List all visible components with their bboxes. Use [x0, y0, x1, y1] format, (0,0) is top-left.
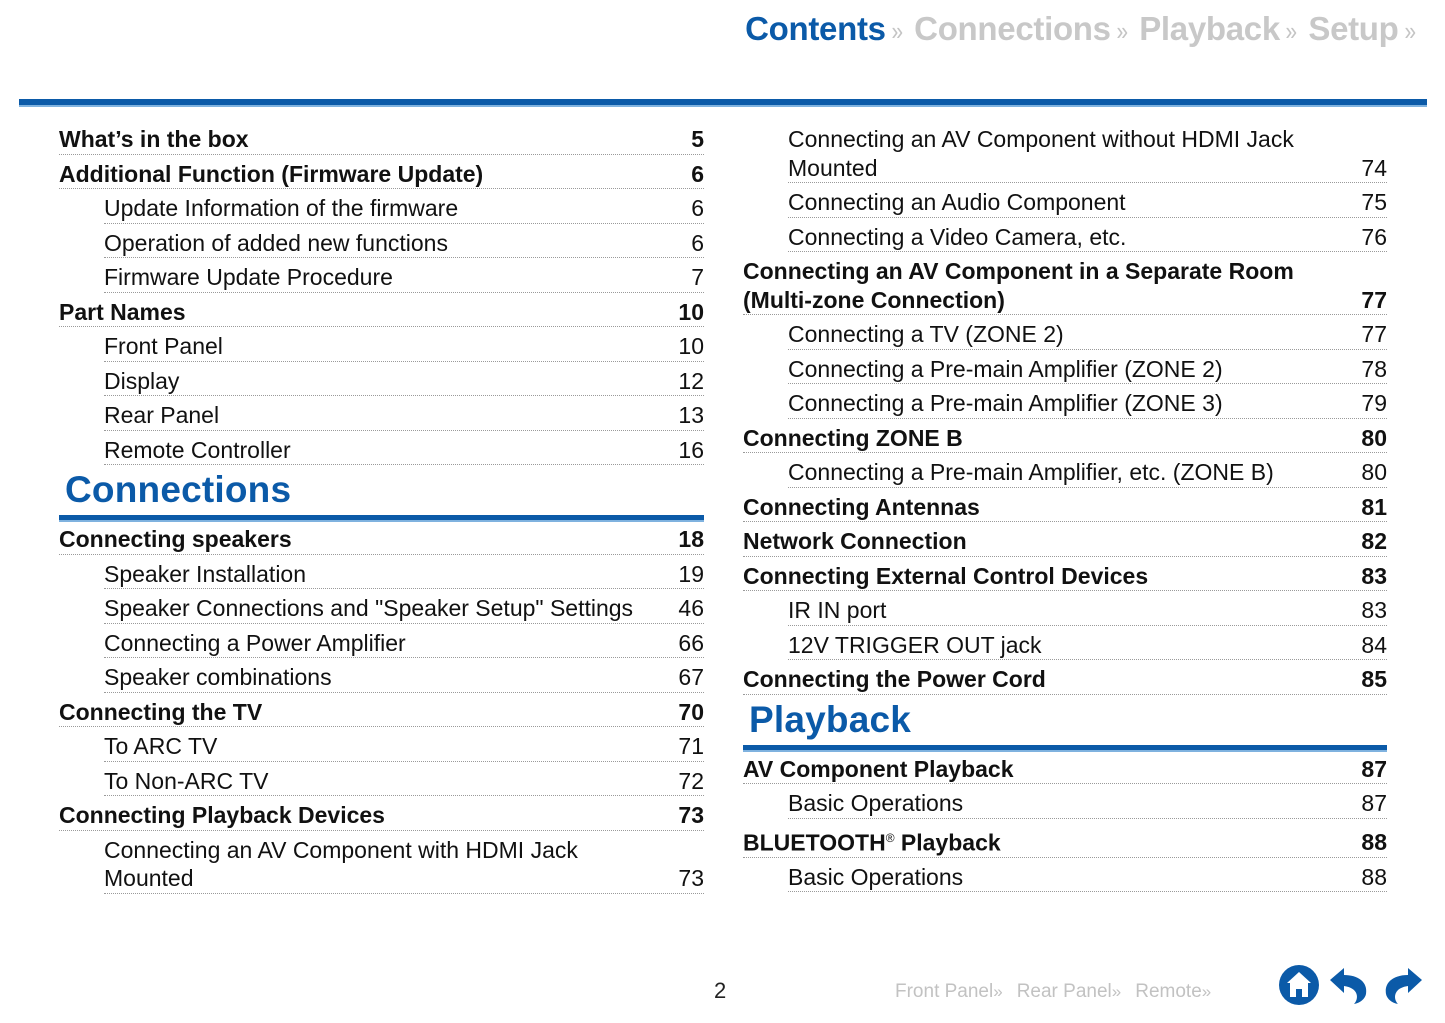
toc-entry[interactable] — [788, 858, 1387, 893]
chevron-right-icon: » — [1116, 16, 1128, 46]
chevron-right-icon: » — [993, 982, 1003, 1001]
home-icon[interactable] — [1278, 964, 1320, 1006]
toc-entry[interactable] — [788, 315, 1387, 350]
toc-entry[interactable] — [743, 750, 1387, 785]
toc-entry-page: 87 — [1361, 755, 1387, 782]
toc-entry[interactable] — [104, 624, 704, 659]
link-label: Front Panel — [895, 981, 994, 1002]
toc-left-column — [59, 120, 704, 894]
toc-entry-page: 6 — [691, 229, 704, 256]
toc-entry-page: 75 — [1361, 189, 1387, 215]
toc-entry-title: To ARC TV — [104, 733, 218, 759]
toc-entry-title: Connecting External Control Devices — [743, 562, 1149, 589]
toc-entry-title: Connecting an AV Component in a Separate Room (Multi-zone Connection) — [743, 258, 1294, 313]
toc-entry-title: Connecting an AV Component with HDMI Jack Mounted — [104, 836, 578, 891]
toc-entry-title: Connecting an Audio Component — [788, 189, 1126, 215]
toc-entry-title: Network Connection — [743, 528, 967, 554]
back-icon[interactable] — [1328, 966, 1372, 1004]
link-front-panel[interactable] — [895, 981, 1003, 1003]
toc-entry-title: Display — [104, 367, 180, 394]
toc-entry[interactable] — [104, 831, 704, 894]
toc-entry-page: 77 — [1361, 286, 1387, 313]
toc-entry[interactable] — [743, 557, 1387, 592]
toc-entry-title: What’s in the box — [59, 126, 249, 152]
toc-entry[interactable] — [104, 658, 704, 693]
link-label: Remote — [1135, 981, 1202, 1002]
toc-entry-title: Connecting a Power Amplifier — [104, 629, 406, 656]
toc-entry[interactable] — [59, 155, 704, 190]
section-title[interactable]: Connections — [65, 469, 292, 510]
toc-entry-page: 76 — [1361, 223, 1387, 250]
toc-entry[interactable] — [104, 327, 704, 362]
toc-entry-page: 88 — [1361, 829, 1387, 856]
toc-entry[interactable] — [788, 453, 1387, 488]
chevron-right-icon: » — [1403, 16, 1416, 46]
section-title[interactable]: Playback — [749, 698, 912, 740]
toc-entry[interactable] — [788, 218, 1387, 253]
toc-entry-page: 5 — [691, 126, 704, 152]
toc-entry-title: Connecting an AV Component without HDMI Jack Mounted — [788, 126, 1294, 181]
toc-entry-title: Speaker combinations — [104, 664, 332, 690]
chevron-right-icon: » — [1201, 982, 1212, 1001]
toc-entry-page: 46 — [678, 595, 704, 621]
forward-icon[interactable] — [1380, 966, 1424, 1004]
toc-entry-title: IR IN port — [788, 597, 887, 623]
toc-entry[interactable] — [743, 252, 1387, 315]
toc-entry-title: 12V TRIGGER OUT jack — [788, 631, 1042, 658]
toc-entry-title: Firmware Update Procedure — [104, 264, 393, 290]
toc-entry-page: 13 — [678, 402, 704, 428]
toc-entry-page: 79 — [1361, 390, 1387, 416]
toc-entry-title: Connecting a Pre-main Amplifier (ZONE 2) — [788, 355, 1223, 382]
footer-nav-icons — [1278, 964, 1424, 1006]
toc-entry-title: Additional Function (Firmware Update) — [59, 160, 484, 187]
toc-entry-page: 6 — [691, 160, 704, 187]
link-rear-panel[interactable] — [1017, 981, 1122, 1003]
header-divider — [19, 99, 1427, 106]
toc-entry-page: 80 — [1361, 424, 1387, 451]
toc-entry-title: Remote Controller — [104, 436, 291, 463]
toc-entry[interactable] — [104, 589, 704, 624]
toc-entry-page: 77 — [1361, 321, 1387, 347]
toc-entry-page: 88 — [1361, 863, 1387, 890]
toc-entry-title: BLUETOOTH® Playback — [743, 829, 1001, 856]
toc-entry-page: 73 — [678, 865, 704, 891]
toc-entry-page: 70 — [678, 698, 704, 725]
toc-entry-page: 16 — [678, 436, 704, 463]
toc-entry[interactable] — [104, 396, 704, 431]
toc-entry-title: Connecting a Pre-main Amplifier, etc. (ZONE B) — [788, 459, 1274, 485]
toc-entry[interactable] — [104, 555, 704, 590]
toc-group — [59, 520, 704, 894]
toc-entry-title: Connecting speakers — [59, 526, 292, 552]
toc-entry-page: 78 — [1361, 355, 1387, 382]
toc-entry[interactable] — [104, 727, 704, 762]
toc-entry-title: Connecting Playback Devices — [59, 802, 385, 828]
toc-entry-page: 82 — [1361, 528, 1387, 554]
toc-entry-title: Connecting a Video Camera, etc. — [788, 223, 1127, 250]
toc-entry-page: 85 — [1361, 666, 1387, 692]
toc-entry-title: Operation of added new functions — [104, 229, 448, 256]
toc-entry-page: 83 — [1361, 597, 1387, 623]
toc-entry-page: 74 — [1361, 154, 1387, 181]
toc-entry-title: Connecting the TV — [59, 698, 263, 725]
toc-entry-page: 10 — [678, 298, 704, 325]
toc-entry-page: 87 — [1361, 790, 1387, 816]
toc-entry-page: 10 — [678, 333, 704, 359]
footer-quick-links — [895, 981, 1225, 1003]
nav-playback[interactable]: Playback — [1139, 10, 1280, 47]
toc-entry[interactable] — [59, 520, 704, 555]
toc-entry[interactable] — [743, 419, 1387, 454]
toc-entry[interactable] — [788, 350, 1387, 385]
toc-entry[interactable] — [104, 189, 704, 224]
toc-entry-title: Speaker Installation — [104, 560, 307, 587]
toc-entry-page: 72 — [678, 767, 704, 794]
toc-entry-title: Basic Operations — [788, 790, 964, 816]
toc-entry[interactable] — [743, 522, 1387, 557]
toc-entry[interactable] — [788, 591, 1387, 626]
toc-entry-page: 6 — [691, 195, 704, 221]
toc-group — [743, 750, 1387, 893]
toc-entry-title: Part Names — [59, 298, 186, 325]
toc-entry-title: Update Information of the firmware — [104, 195, 459, 221]
toc-entry-page: 84 — [1361, 631, 1387, 658]
nav-contents[interactable]: Contents — [745, 10, 886, 47]
toc-group — [59, 120, 704, 465]
toc-entry-page: 7 — [691, 264, 704, 290]
toc-group — [743, 120, 1387, 695]
top-navigation — [745, 10, 1427, 48]
toc-entry[interactable] — [743, 488, 1387, 523]
toc-entry[interactable] — [788, 183, 1387, 218]
toc-entry-title: To Non-ARC TV — [104, 767, 269, 794]
toc-entry[interactable] — [104, 362, 704, 397]
toc-entry-title: Connecting ZONE B — [743, 424, 963, 451]
toc-entry[interactable] — [788, 626, 1387, 661]
toc-entry[interactable] — [104, 762, 704, 797]
toc-entry-title: Connecting a TV (ZONE 2) — [788, 321, 1064, 347]
toc-entry-title: AV Component Playback — [743, 755, 1014, 782]
section-heading-playback — [743, 699, 1387, 750]
toc-entry-page: 67 — [678, 664, 704, 690]
toc-entry[interactable] — [788, 120, 1387, 183]
nav-connections[interactable]: Connections — [914, 10, 1111, 47]
toc-entry[interactable] — [59, 693, 704, 728]
chevron-right-icon: » — [891, 16, 903, 46]
chevron-right-icon: » — [1111, 982, 1122, 1001]
toc-entry-page: 73 — [678, 802, 704, 828]
toc-entry-page: 81 — [1361, 493, 1387, 520]
toc-entry[interactable] — [788, 384, 1387, 419]
toc-entry-title: Basic Operations — [788, 863, 964, 890]
toc-entry-page: 12 — [678, 367, 704, 394]
page-number: 2 — [714, 978, 727, 1003]
toc-entry[interactable] — [104, 224, 704, 259]
toc-entry-title: Front Panel — [104, 333, 223, 359]
toc-entry[interactable] — [104, 258, 704, 293]
toc-entry-title: Connecting the Power Cord — [743, 666, 1046, 692]
nav-setup[interactable]: Setup — [1308, 10, 1399, 47]
toc-entry[interactable] — [59, 796, 704, 831]
toc-entry[interactable] — [743, 819, 1387, 858]
toc-entry[interactable] — [59, 293, 704, 328]
chevron-right-icon: » — [1285, 16, 1297, 46]
toc-entry-page: 66 — [678, 629, 704, 656]
link-remote[interactable] — [1135, 981, 1211, 1003]
section-heading-connections — [59, 469, 704, 520]
toc-entry[interactable] — [59, 120, 704, 155]
toc-entry-title: Rear Panel — [104, 402, 220, 428]
toc-entry-page: 83 — [1361, 562, 1387, 589]
toc-entry[interactable] — [788, 784, 1387, 819]
toc-entry-title: Speaker Connections and "Speaker Setup" Settings — [104, 595, 634, 621]
toc-entry-title: Connecting Antennas — [743, 493, 980, 520]
toc-entry[interactable] — [104, 431, 704, 466]
toc-entry[interactable] — [743, 660, 1387, 695]
toc-right-column — [743, 120, 1387, 892]
toc-entry-page: 18 — [678, 526, 704, 552]
link-label: Rear Panel — [1016, 981, 1112, 1002]
toc-entry-page: 80 — [1361, 459, 1387, 485]
toc-entry-page: 19 — [678, 560, 704, 587]
toc-entry-title: Connecting a Pre-main Amplifier (ZONE 3) — [788, 390, 1223, 416]
toc-entry-page: 71 — [678, 733, 704, 759]
